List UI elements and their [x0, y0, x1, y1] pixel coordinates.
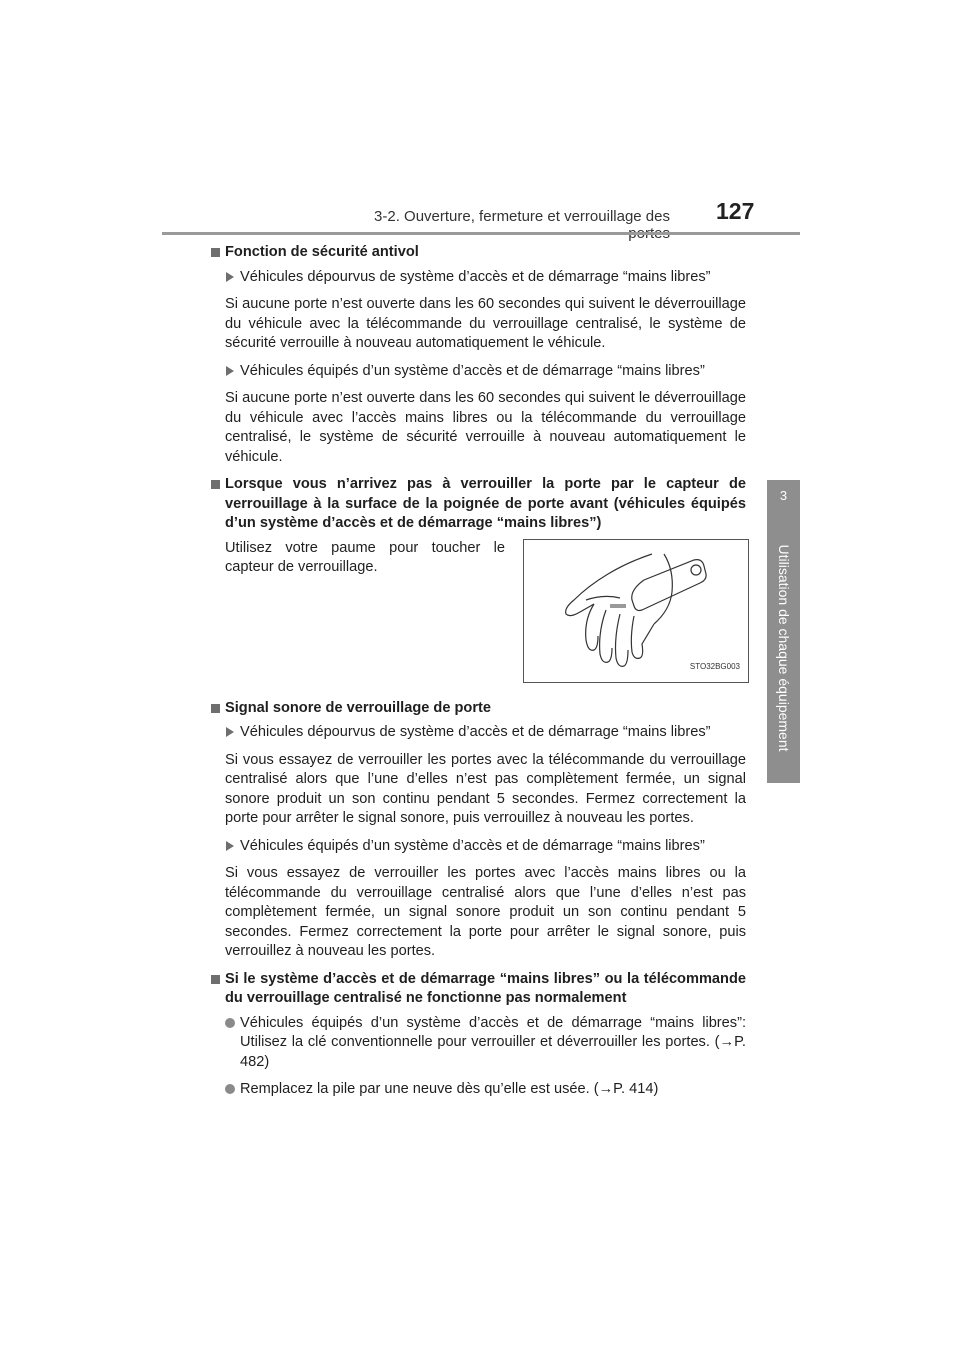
paragraph: Si aucune porte n’est ouverte dans les 60 secondes qui suivent le déverrouillage du véhicule avec l’accès mains libres ou la télécommande du verrouillage centralisé, le système de sécurité verrouille à nouveau automatiquement le véhicule.: [225, 390, 746, 465]
chapter-number: 3: [779, 488, 788, 503]
section-heading: Lorsque vous n’arrivez pas à verrouiller la porte par le capteur de verrouillage à la surface de la poignée de porte avant (véhicules équipés d’un système d’accès et de démarrage “mains libres”): [210, 475, 746, 534]
paragraph: Si aucune porte n’est ouverte dans les 60 secondes qui suivent le déverrouillage du véhicule avec la télécommande du verrouillage centralisé, le système de sécurité verrouille à nouveau automatiquement le véhicule.: [225, 296, 746, 351]
chapter-label: Utilisation de chaque équipement: [775, 544, 792, 752]
square-bullet-icon: [211, 975, 220, 984]
square-bullet-icon: [211, 704, 220, 713]
paragraph: Si vous essayez de verrouiller les portes avec l’accès mains libres ou la télécommande du verrouillage centralisé alors que l’une d’elles n’est pas complètement fermée, un signal sonore produit un son continu pendant 5 secondes. Fermez correctement la porte pour arrêter le signal sonore, puis verrouillez à nouveau les portes.: [225, 865, 746, 959]
paragraph: Si vous essayez de verrouiller les portes avec la télécommande du verrouillage centralisé alors que l’une d’elles n’est pas complètement fermée, un signal sonore produit un son continu pendant 5 secondes. Fermez correctement la porte pour arrêter le signal sonore, puis verrouillez à nouveau les portes.: [225, 751, 746, 826]
square-bullet-icon: [211, 248, 220, 257]
sub-condition: Véhicules équipés d’un système d’accès et de démarrage “mains libres”: [210, 837, 746, 857]
sub-condition: Véhicules dépourvus de système d’accès et de démarrage “mains libres”: [210, 268, 746, 288]
triangle-bullet-icon: [226, 841, 234, 851]
page-content: [210, 243, 746, 1108]
door-handle-illustration: [523, 539, 749, 683]
triangle-bullet-icon: [226, 366, 234, 376]
list-item: Remplacez la pile par une neuve dès qu’elle est usée. (→P. 414): [210, 1080, 746, 1100]
circle-bullet-icon: [225, 1084, 235, 1094]
triangle-bullet-icon: [226, 272, 234, 282]
figure-block: [210, 539, 746, 689]
paragraph: Utilisez votre paume pour toucher le capteur de verrouillage.: [225, 539, 505, 575]
triangle-bullet-icon: [226, 727, 234, 737]
section-heading: Signal sonore de verrouillage de porte: [210, 699, 746, 719]
list-item: Véhicules équipés d’un système d’accès et de démarrage “mains libres”: Utilisez la clé conventionnelle pour verrouiller et déverrouiller les portes. (→P. 482): [210, 1014, 746, 1073]
section-heading: Fonction de sécurité antivol: [210, 243, 746, 263]
sub-condition: Véhicules dépourvus de système d’accès et de démarrage “mains libres”: [210, 723, 746, 743]
page-number: 127: [716, 198, 755, 224]
chapter-tab: [767, 480, 800, 783]
sub-condition: Véhicules équipés d’un système d’accès et de démarrage “mains libres”: [210, 362, 746, 382]
circle-bullet-icon: [225, 1018, 235, 1028]
section-heading: Si le système d’accès et de démarrage “mains libres” ou la télécommande du verrouillage centralisé ne fonctionne pas normalement: [210, 970, 746, 1009]
header-rule: [162, 232, 800, 235]
square-bullet-icon: [211, 480, 220, 489]
running-header: 3-2. Ouverture, fermeture et verrouillage des: [374, 208, 670, 225]
figure-code: STO32BG003: [689, 662, 740, 671]
